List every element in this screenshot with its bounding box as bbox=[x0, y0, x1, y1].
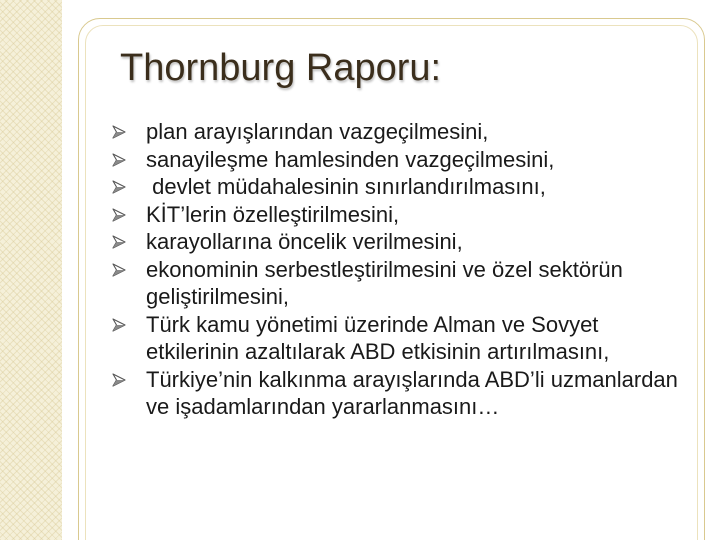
bullet-item bbox=[112, 256, 692, 311]
slide-title: Thornburg Raporu: bbox=[120, 47, 442, 89]
bullet-item bbox=[112, 173, 692, 201]
bullet-list bbox=[112, 118, 692, 421]
bullet-item bbox=[112, 146, 692, 174]
arrowhead-bullet-icon bbox=[112, 373, 126, 387]
bullet-item bbox=[112, 228, 692, 256]
arrowhead-bullet-icon bbox=[112, 235, 126, 249]
bullet-text: ekonominin serbestleştirilmesini ve özel sektörün geliştirilmesini, bbox=[146, 256, 630, 309]
bullet-item bbox=[112, 311, 692, 366]
arrowhead-bullet-icon bbox=[112, 208, 126, 222]
arrowhead-bullet-icon bbox=[112, 263, 126, 277]
arrowhead-bullet-icon bbox=[112, 153, 126, 167]
bullet-text: Türkiye’nin kalkınma arayışlarında ABD’li uzmanlardan ve işadamlarından yararlanmasını… bbox=[146, 366, 685, 419]
bullet-text: devlet müdahalesinin sınırlandırılmasını, bbox=[146, 174, 546, 199]
bullet-item bbox=[112, 366, 692, 421]
bullet-text: KİT’lerin özelleştirilmesini, bbox=[146, 201, 400, 227]
bullet-text: plan arayışlarından vazgeçilmesini, bbox=[146, 119, 489, 144]
bullet-text: sanayileşme hamlesinden vazgeçilmesini, bbox=[146, 146, 555, 172]
arrowhead-bullet-icon bbox=[112, 125, 126, 139]
arrowhead-bullet-icon bbox=[112, 318, 126, 332]
arrowhead-bullet-icon bbox=[112, 180, 126, 194]
bullet-text: karayollarına öncelik verilmesini, bbox=[146, 229, 463, 254]
bullet-item bbox=[112, 201, 692, 229]
decorative-left-stripe bbox=[0, 0, 62, 540]
bullet-text: Türk kamu yönetimi üzerinde Alman ve Sovyet etkilerinin azaltılarak ABD etkisinin artırılmasını, bbox=[146, 311, 610, 364]
bullet-item bbox=[112, 118, 692, 146]
